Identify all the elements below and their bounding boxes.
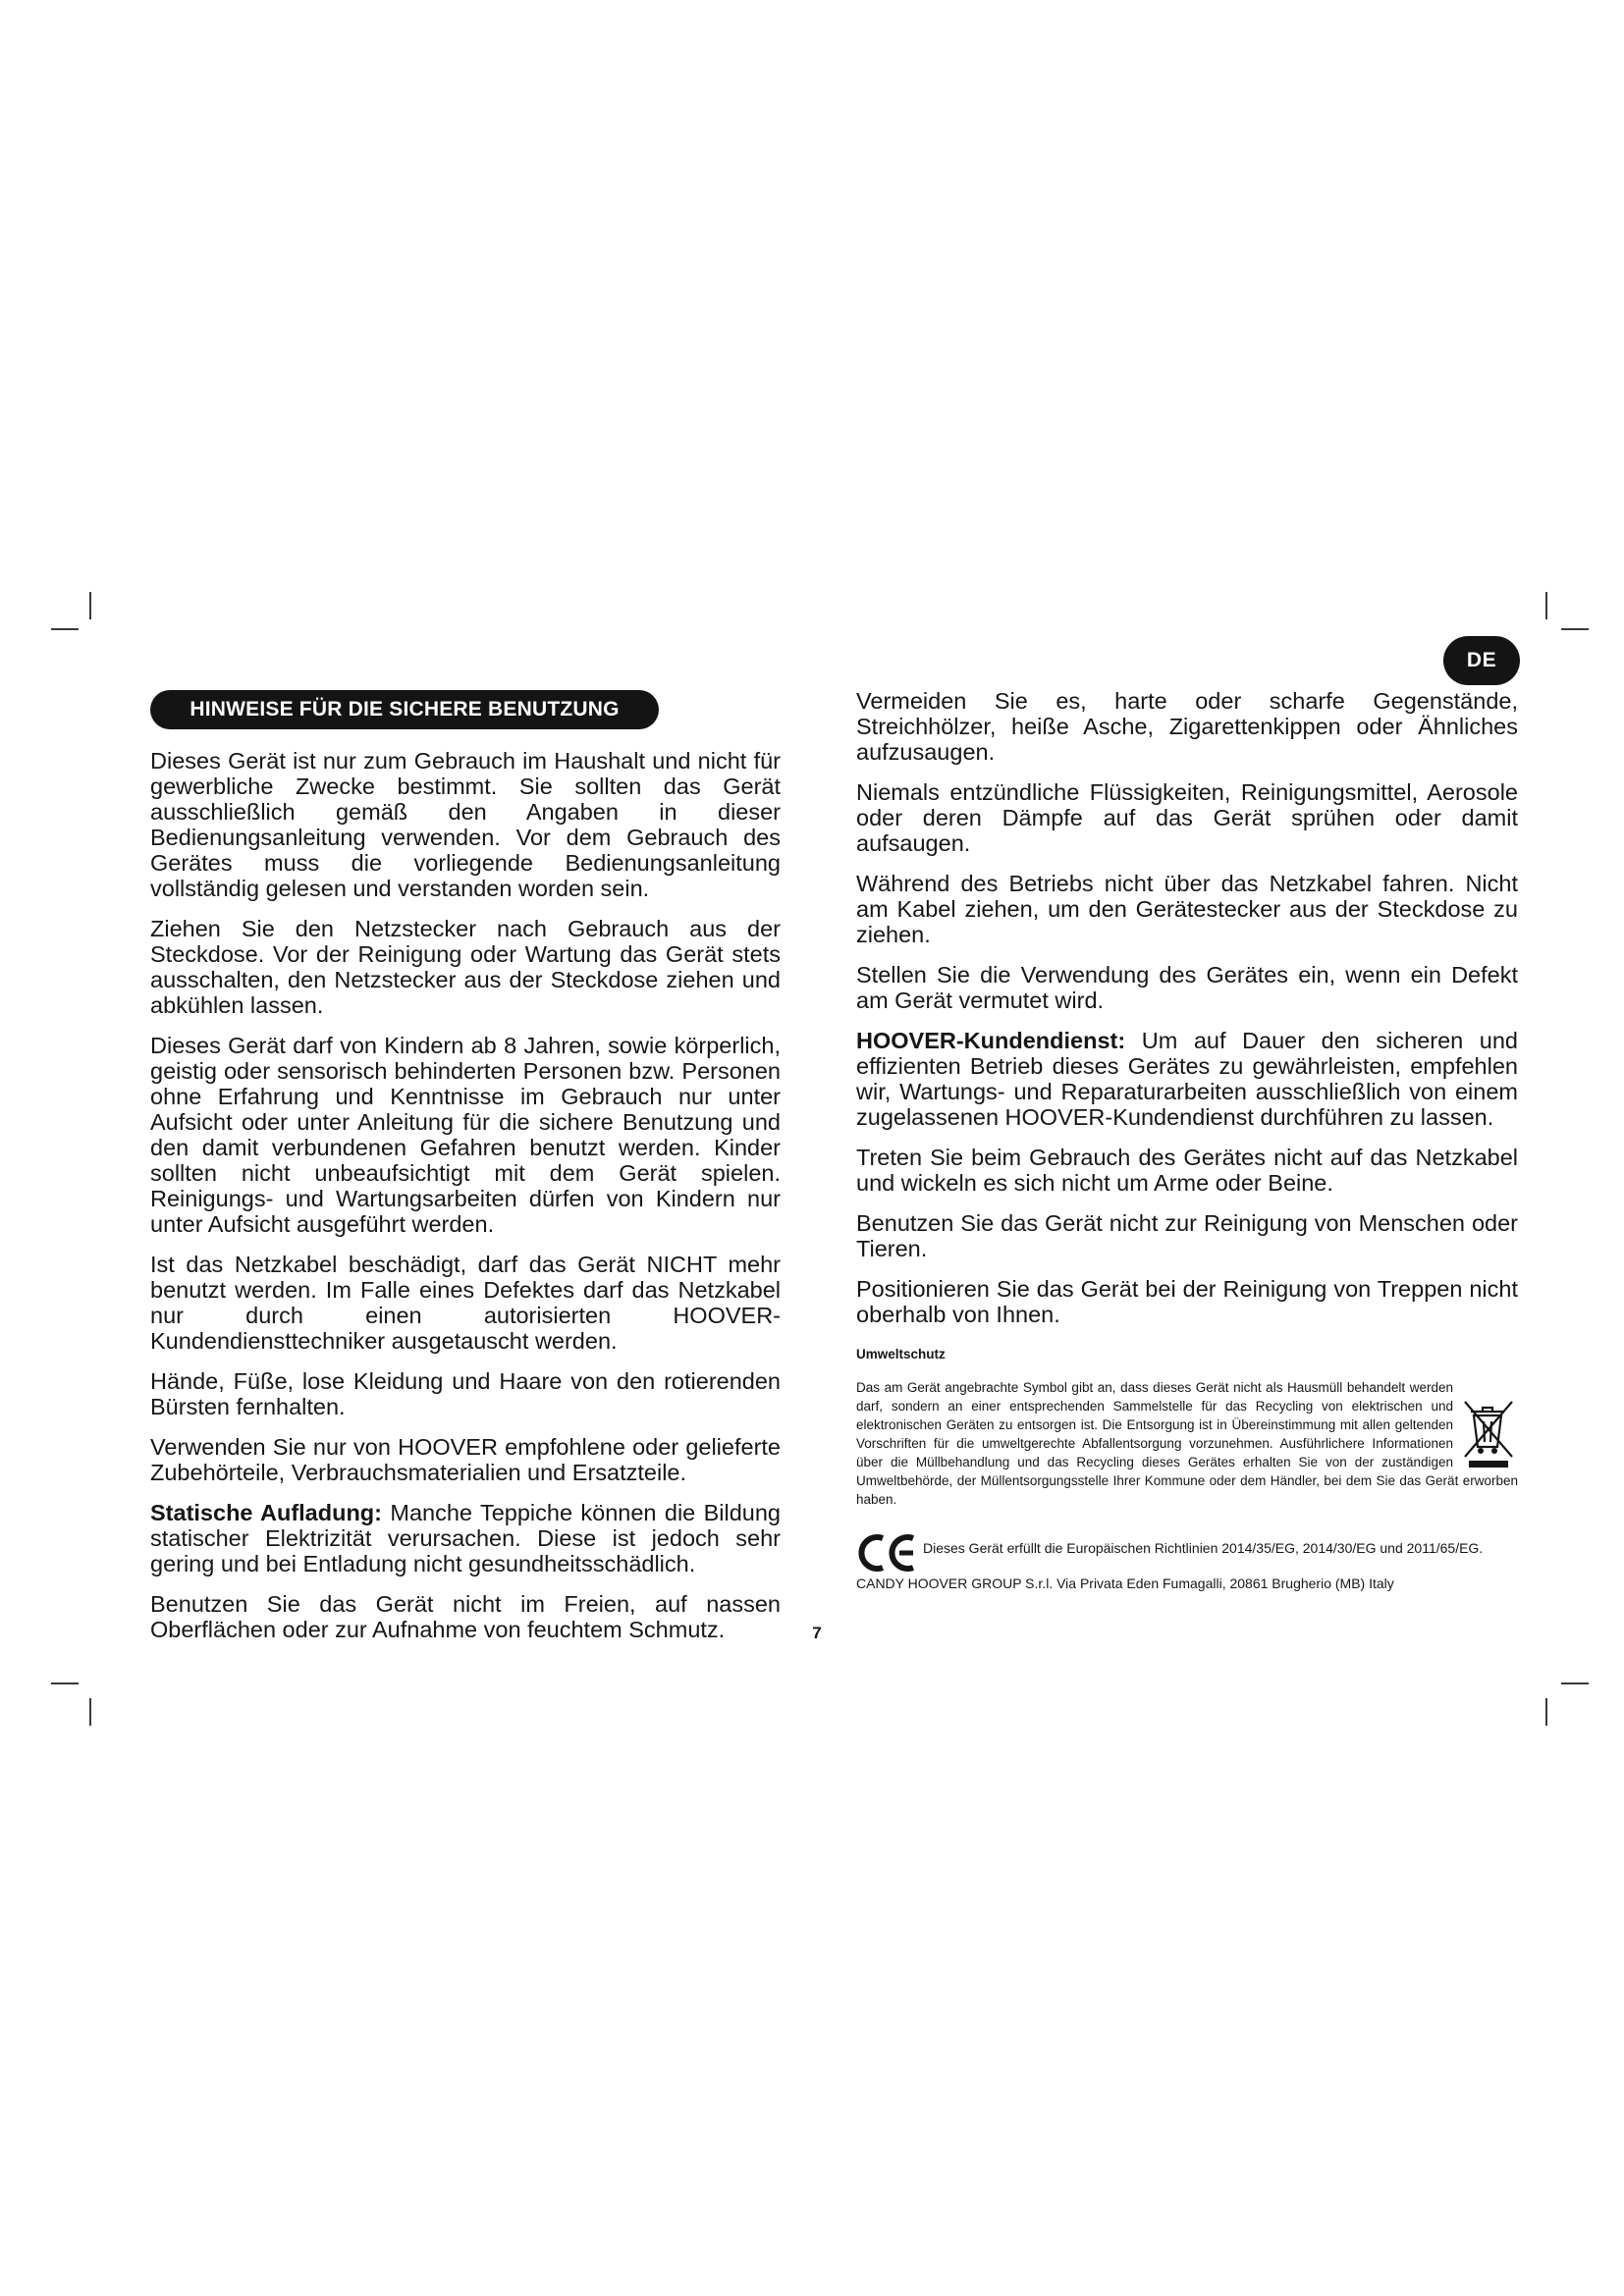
paragraph <box>150 1500 781 1576</box>
crop-mark <box>1545 1698 1547 1726</box>
crop-mark <box>1545 592 1547 619</box>
weee-crossed-bin-icon <box>1457 1392 1518 1468</box>
section-title: HINWEISE FÜR DIE SICHERE BENUTZUNG <box>150 690 659 729</box>
ce-statement: Dieses Gerät erfüllt die Europäischen Richtlinien 2014/35/EG, 2014/30/EG und 2011/65/EG. <box>923 1540 1484 1556</box>
crop-mark <box>1561 1682 1589 1684</box>
paragraph: Benutzen Sie das Gerät nicht zur Reinigung von Menschen oder Tieren. <box>856 1210 1518 1261</box>
paragraph: Niemals entzündliche Flüssigkeiten, Reinigungsmittel, Aerosole oder deren Dämpfe auf das Gerät sprühen oder damit aufsaugen. <box>856 779 1518 856</box>
paragraph-lead: HOOVER-Kundendienst: <box>856 1028 1126 1053</box>
paragraph: Vermeiden Sie es, harte oder scharfe Gegenstände, Streichhölzer, heiße Asche, Zigarettenkippen oder Ähnliches aufzusaugen. <box>856 688 1518 765</box>
paragraph: Verwenden Sie nur von HOOVER empfohlene oder gelieferte Zubehörteile, Verbrauchsmaterialien und Ersatzteile. <box>150 1434 781 1485</box>
paragraph: Treten Sie beim Gebrauch des Gerätes nicht auf das Netzkabel und wickeln es sich nicht um Arme oder Beine. <box>856 1145 1518 1196</box>
language-badge: DE <box>1443 636 1520 685</box>
crop-mark <box>89 592 91 619</box>
left-column <box>150 748 781 1657</box>
paragraph: Stellen Sie die Verwendung des Gerätes ein, wenn ein Defekt am Gerät vermutet wird. <box>856 962 1518 1013</box>
page-number: 7 <box>812 1624 822 1642</box>
paragraph: Hände, Füße, lose Kleidung und Haare von den rotierenden Bürsten fernhalten. <box>150 1368 781 1419</box>
company-address: CANDY HOOVER GROUP S.r.l. Via Privata Eden Fumagalli, 20861 Brugherio (MB) Italy <box>856 1575 1394 1591</box>
environment-title: Umweltschutz <box>856 1347 946 1362</box>
paragraph: Ziehen Sie den Netzstecker nach Gebrauch aus der Steckdose. Vor der Reinigung oder Wartung das Gerät stets ausschalten, den Netzstecker aus der Steckdose ziehen und abkühlen lassen. <box>150 916 781 1018</box>
paragraph: Ist das Netzkabel beschädigt, darf das Gerät NICHT mehr benutzt werden. Im Falle eines Defektes darf das Netzkabel nur durch einen autorisierten HOOVER-Kundendiensttechniker ausgetauscht werden. <box>150 1252 781 1354</box>
paragraph: Positionieren Sie das Gerät bei der Reinigung von Treppen nicht oberhalb von Ihnen. <box>856 1276 1518 1327</box>
crop-mark <box>51 1682 79 1684</box>
environment-section <box>856 1345 1518 1509</box>
paragraph: Dieses Gerät ist nur zum Gebrauch im Haushalt und nicht für gewerbliche Zwecke bestimmt. Sie sollten das Gerät ausschließlich gemäß den Angaben in dieser Bedienungsanleitung verwenden. Vor dem Gebrauch des Gerätes muss die vorliegende Bedienungsanleitung vollständig gelesen und verstanden worden sein. <box>150 748 781 901</box>
paragraph <box>856 1028 1518 1130</box>
ce-statement-row <box>856 1532 1518 1574</box>
crop-mark <box>1561 628 1589 630</box>
crop-mark <box>51 628 79 630</box>
paragraph: Benutzen Sie das Gerät nicht im Freien, auf nassen Oberflächen oder zur Aufnahme von feuchtem Schmutz. <box>150 1591 781 1642</box>
ce-mark-icon <box>856 1532 921 1574</box>
paragraph: Während des Betriebs nicht über das Netzkabel fahren. Nicht am Kabel ziehen, um den Gerätestecker aus der Steckdose zu ziehen. <box>856 871 1518 947</box>
crop-mark <box>89 1698 91 1726</box>
environment-text: Das am Gerät angebrachte Symbol gibt an, dass dieses Gerät nicht als Hausmüll behandelt werden darf, sondern an einer entsprechenden Sammelstelle für das Recycling von elektrischen und elektronischen Geräten zu entsorgen ist. Die Entsorgung ist in Übereinstimmung mit allen geltenden Vorschriften für die umweltgerechte Abfallentsorgung vorzunehmen. Ausführlichere Informationen über die Müllbehandlung und das Recycling dieses Gerätes erhalten Sie von der zuständigen Umweltbehörde, der Müllentsorgungsstelle Ihrer Kommune oder dem Händler, bei dem Sie das Gerät erworben haben. <box>856 1380 1518 1507</box>
paragraph-lead: Statische Aufladung: <box>150 1500 382 1525</box>
paragraph-body: Um auf Dauer den sicheren und effizienten Betrieb dieses Gerätes zu gewährleisten, empfehlen wir, Wartungs- und Reparaturarbeiten ausschließlich von einem zugelassenen HOOVER-Kundendienst durchführen zu lassen. <box>856 1028 1518 1130</box>
paragraph-body: Manche Teppiche können die Bildung statischer Elektrizität verursachen. Diese ist jedoch sehr gering und bei Entladung nicht gesundheitsschädlich. <box>150 1500 782 1576</box>
paragraph: Dieses Gerät darf von Kindern ab 8 Jahren, sowie körperlich, geistig oder sensorisch behinderten Personen bzw. Personen ohne Erfahrung und Kenntnisse im Gebrauch nur unter Aufsicht oder unter Anleitung für die sichere Benutzung und den damit verbundenen Gefahren benutzt werden. Kinder sollten nicht unbeaufsichtigt mit dem Gerät spielen. Reinigungs- und Wartungsarbeiten dürfen von Kindern nur unter Aufsicht ausgeführt werden. <box>150 1033 781 1237</box>
right-column <box>856 688 1518 1608</box>
